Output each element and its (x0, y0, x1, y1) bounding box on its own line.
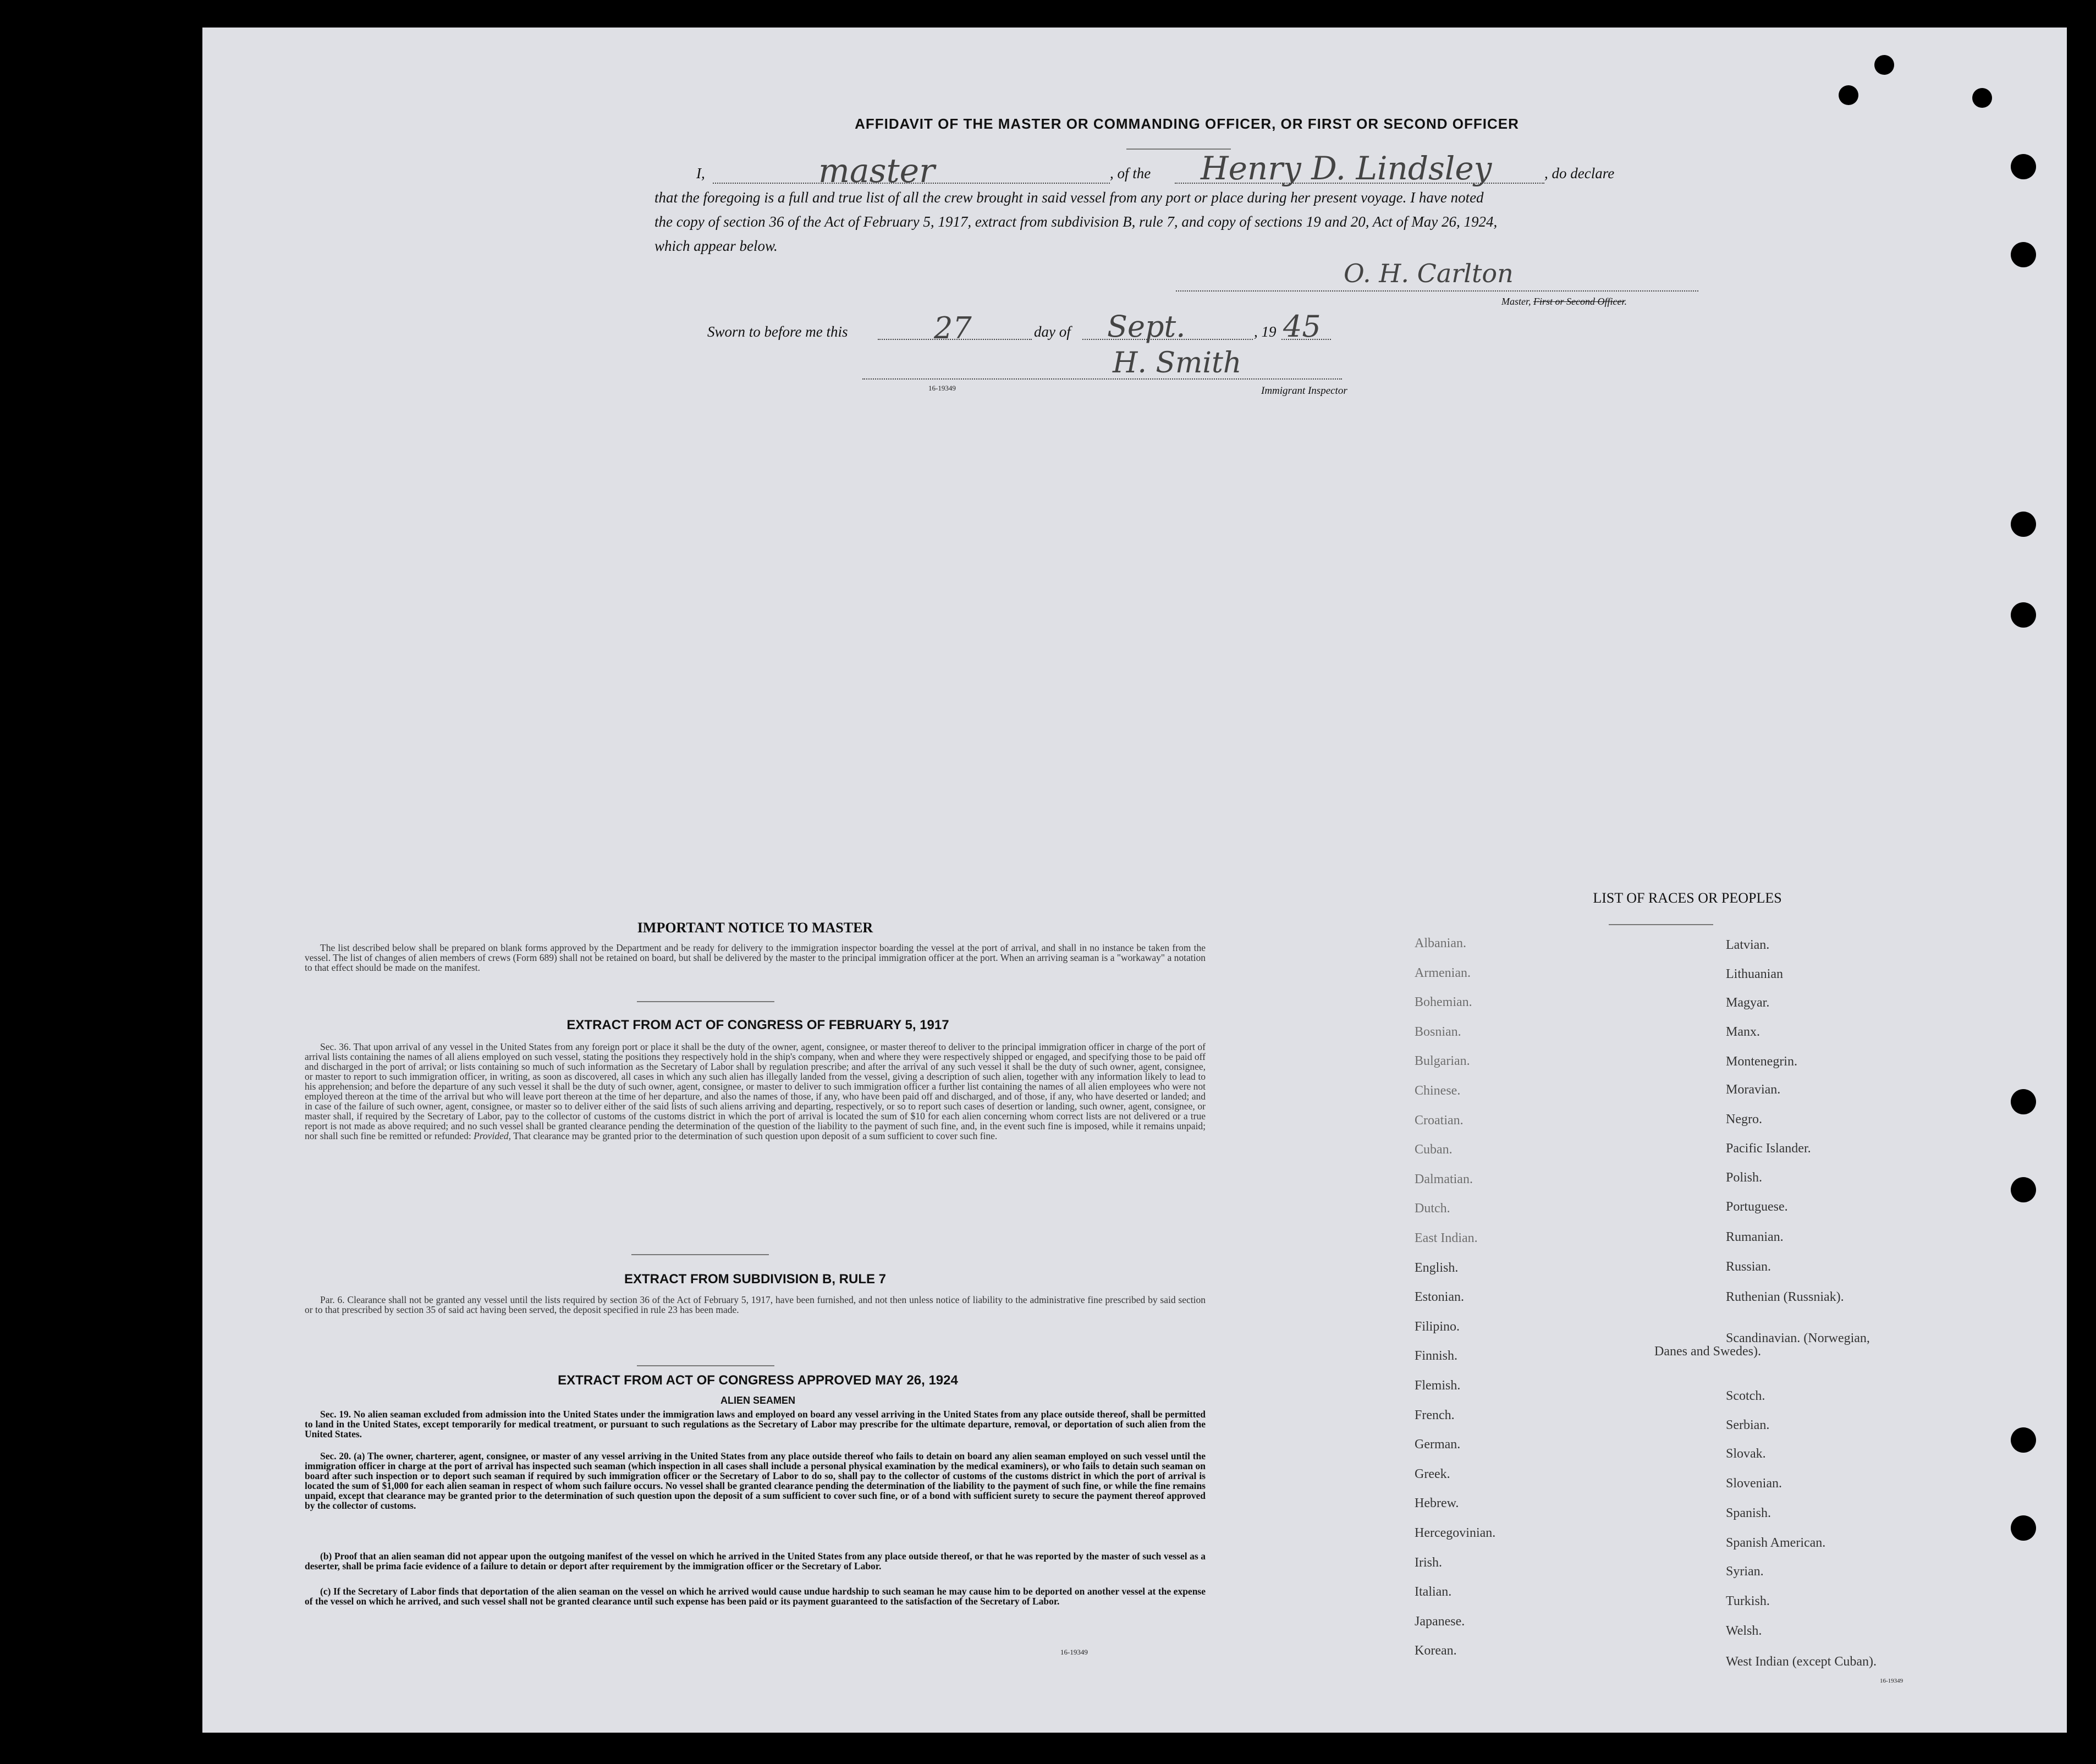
race-item: German. (1415, 1437, 1461, 1452)
i-label: I, (696, 165, 705, 182)
race-item: Greek. (1415, 1467, 1450, 1481)
signature-caption-struck: First or Second Officer (1533, 296, 1625, 307)
inspector-caption: Immigrant Inspector (1261, 385, 1347, 397)
signature-caption (1501, 296, 1627, 307)
race-item: Slovak. (1726, 1447, 1766, 1461)
affidavit-title: AFFIDAVIT OF THE MASTER OR COMMANDING OFFICER, OR FIRST OR SECOND OFFICER (855, 116, 1519, 132)
extract-1924-sec20a: Sec. 20. (a) The owner, charterer, agent, consignee, or master of any vessel arriving in the United States from any place outside thereof who fails to detain on board any alien seaman employed on such vessel until the immigration officer in charge at the port of arrival has inspected such seaman (which inspection in all cases shall include a personal physical examination by the medical examiners), or who fails to detain such seaman on board after such inspection or to deport such seaman if required by such immigration officer or the Secretary of Labor to do so, shall pay to the collector of customs of the customs district in which the port of arrival is located the sum of $1,000 for each alien seaman in respect of whom such failure occurs. No vessel shall be granted clearance pending the determination of the liability to the payment of such fine, or while the fine remains unpaid, except that clearance may be granted prior to the determination of such question upon the deposit of a sum sufficient to cover such fine, or of a bond with sufficient surety to secure the payment thereof approved by the collector of customs. (305, 1450, 1206, 1511)
punch-hole (2011, 512, 2036, 537)
notice-divider (637, 1001, 774, 1002)
punch-hole (2011, 1089, 2036, 1114)
inspector-signature-handwritten: H. Smith (1113, 347, 1242, 380)
punch-hole (2011, 602, 2036, 628)
punch-hole (2011, 242, 2036, 267)
race-item: Scandinavian. (Norwegian, (1726, 1331, 1870, 1345)
extract-1924-sec20b: (b) Proof that an alien seaman did not appear upon the outgoing manifest of the vessel on which he arrived in the United States from any place outside thereof, or that he was reported by the master of such vessel as a deserter, shall be prima facie evidence of a failure to detain or deport after requirement by the immigration officer or the Secretary of Labor. (305, 1551, 1206, 1571)
race-item: Russian. (1726, 1260, 1772, 1274)
document-page (202, 28, 2067, 1733)
race-item: Flemish. (1415, 1378, 1461, 1393)
race-item: Portuguese. (1726, 1200, 1788, 1214)
extract-1917-text-main: Sec. 36. That upon arrival of any vessel in the United States from any foreign port or place it shall be the duty of the owner, agent, consignee, or master thereof to deliver to the principal immigration officer in charge of the port of arrival lists containing the names of all aliens employed on such vessel, stating the positions they respectively hold in the ship's company, when and where they were respectively shipped or engaged, and specifying those to be paid off and discharged in the port of arrival; or lists containing so much of such information as the Secretary of Labor shall by regulation prescribe; and after the arrival of any such vessel it shall be the duty of such owner, agent, consignee, or master to report to such immigration officer, in writing, as soon as discovered, all cases in which any such alien has illegally landed from the vessel, giving a description of such alien, together with any information likely to lead to his apprehension; and before the departure of any such vessel it shall be the duty of such owner, agent, consignee, or master to deliver to such immigration officer a further list containing the names of all alien employees who were not employed thereon at the time of the arrival but who will leave port thereon at the time of her departure, and also the names of those, if any, who have been paid off and discharged, and of those, if any, who have deserted or landed; and in case of the failure of such owner, agent, consignee, or master so to deliver either of the said lists of such aliens arriving and departing, respectively, or so to report such cases of desertion or landing, such owner, agent, consignee, or master shall, if required by the Secretary of Labor, pay to the collector of customs of the customs district in which the port of arrival is located the sum of $10 for each alien concerning whom correct lists are not delivered or a true report is not made as above required; and no such vessel shall be granted clearance pending the determination of the question of the liability to the payment of such fine, and, in the event such fine is imposed, while it remains unpaid; nor shall such fine be remitted or refunded: (305, 1041, 1206, 1141)
race-item: East Indian. (1415, 1231, 1478, 1245)
races-title: LIST OF RACES OR PEOPLES (1593, 890, 1782, 906)
year-handwritten: 45 (1283, 309, 1321, 344)
affidavit-form-number: 16-19349 (928, 384, 956, 392)
race-item: French. (1415, 1408, 1455, 1422)
race-item: Moravian. (1726, 1082, 1781, 1097)
race-item: Welsh. (1726, 1624, 1762, 1638)
extract-1917-divider (631, 1254, 769, 1255)
race-item: Hebrew. (1415, 1496, 1459, 1510)
race-item: Slovenian. (1726, 1476, 1782, 1491)
master-signature-handwritten: O. H. Carlton (1344, 259, 1514, 288)
races-form-number: 16-19349 (1880, 1678, 1904, 1684)
race-item: Bulgarian. (1415, 1054, 1470, 1068)
notice-text: The list described below shall be prepared on blank forms approved by the Department and be ready for delivery to the immigration inspector boarding the vessel at the port of arrival, and shall in no instance be taken from the vessel. The list of changes of alien members of crews (Form 689) shall not be retained on board, but shall be delivered by the master to the principal immigration officer at the port. When an arriving seaman is a "workaway" a notation to that effect should be made on the manifest. (305, 942, 1206, 973)
race-item: Syrian. (1726, 1564, 1764, 1579)
race-item: Serbian. (1726, 1418, 1770, 1432)
punch-hole (2011, 1177, 2036, 1202)
race-item: Finnish. (1415, 1349, 1458, 1363)
month-handwritten: Sept. (1107, 309, 1186, 344)
of-the-label: , of the (1110, 165, 1151, 182)
race-item: Dalmatian. (1415, 1172, 1473, 1186)
race-item: West Indian (except Cuban). (1726, 1655, 1877, 1669)
punch-hole (2011, 1515, 2036, 1541)
race-item: Armenian. (1415, 966, 1471, 980)
extract-1917-proviso: Provided, (474, 1130, 511, 1141)
race-item: Dutch. (1415, 1201, 1450, 1216)
race-item: Lithuanian (1726, 967, 1783, 981)
race-item: Croatian. (1415, 1113, 1464, 1128)
affidavit-body-line-1: that the foregoing is a full and true list of all the crew brought in said vessel from any port or place during her present voyage. I have noted (654, 189, 1484, 206)
extract-1924-sec19: Sec. 19. No alien seaman excluded from admission into the United States under the immigration laws and employed on board any vessel arriving in the United States from any place outside thereof, shall be permitted to land in the United States, except temporarily for medical treatment, or pursuant to such regulations as the Secretary of Labor may prescribe for the ultimate departure, removal, or deportation of such alien from the United States. (305, 1409, 1206, 1439)
signature-caption-prefix: Master, (1501, 296, 1531, 307)
race-item: Cuban. (1415, 1142, 1453, 1157)
signature-line (1176, 290, 1698, 292)
vessel-name-handwritten: Henry D. Lindsley (1201, 150, 1492, 187)
extract-1924-sec20c: (c) If the Secretary of Labor finds that deportation of the alien seaman on the vessel on which he arrived would cause undue hardship to such seaman he may cause him to be deported on another vessel at the expense of the vessel on which he arrived, and such vessel shall not be granted clearance until such expense has been paid or its payment guaranteed to the satisfaction of the Secretary of Labor. (305, 1586, 1206, 1607)
race-item: Italian. (1415, 1585, 1452, 1599)
race-item: Montenegrin. (1726, 1054, 1797, 1069)
race-item: Hercegovinian. (1415, 1526, 1496, 1540)
race-item: Spanish. (1726, 1506, 1772, 1520)
race-item: Magyar. (1726, 996, 1770, 1010)
race-item: Rumanian. (1726, 1230, 1784, 1244)
extract-1917-title: EXTRACT FROM ACT OF CONGRESS OF FEBRUARY 5, 1917 (566, 1018, 949, 1032)
race-item: Chinese. (1415, 1084, 1461, 1098)
extract-1924-subtitle: ALIEN SEAMEN (720, 1395, 795, 1406)
punch-hole (1874, 55, 1894, 75)
punch-hole (2011, 1427, 2036, 1453)
race-item: Korean. (1415, 1644, 1457, 1658)
notice-title: IMPORTANT NOTICE TO MASTER (637, 920, 873, 936)
race-item: Manx. (1726, 1025, 1760, 1039)
extract-1917-text (305, 1042, 1206, 1141)
race-item: Ruthenian (Russniak). (1726, 1290, 1844, 1304)
race-item: Bosnian. (1415, 1025, 1461, 1039)
year-prefix: , 19 (1254, 323, 1277, 340)
race-item: Filipino. (1415, 1320, 1460, 1334)
officer-title-handwritten: master (818, 152, 935, 190)
race-item: Bohemian. (1415, 995, 1472, 1009)
punch-hole (2011, 154, 2036, 179)
affidavit-body-line-2: the copy of section 36 of the Act of February 5, 1917, extract from subdivision B, rule 7, and copy of sections 19 and 20, Act of May 26, 1924, (654, 213, 1498, 230)
inspector-signature-line (862, 378, 1342, 380)
race-item: Pacific Islander. (1726, 1141, 1811, 1156)
extract-1917-text-end: That clearance may be granted prior to the determination of such question upon deposit of a sum sufficient to cover such fine. (513, 1130, 998, 1141)
race-item: Japanese. (1415, 1614, 1465, 1629)
race-item: Estonian. (1415, 1290, 1464, 1304)
race-item: Latvian. (1726, 938, 1770, 952)
signature-caption-suffix: . (1624, 296, 1627, 307)
race-item: Turkish. (1726, 1594, 1770, 1608)
race-item: Albanian. (1415, 936, 1466, 950)
sworn-label: Sworn to before me this (707, 323, 848, 340)
race-item: Scotch. (1726, 1389, 1765, 1403)
race-scandinavian-line2: Danes and Swedes). (1654, 1344, 1761, 1359)
punch-hole (1972, 88, 1992, 108)
affidavit-body-line-3: which appear below. (654, 238, 778, 254)
punch-hole (1839, 85, 1858, 105)
day-handwritten: 27 (934, 311, 972, 345)
subdivision-text: Par. 6. Clearance shall not be granted any vessel until the lists required by section 36 of the Act of February 5, 1917, have been furnished, and not then unless notice of liability to the administrative fine prescribed by said section or to that prescribed by section 35 of said act having been served, the deposit specified in rule 23 has been made. (305, 1294, 1206, 1315)
races-divider (1609, 924, 1713, 925)
race-item: English. (1415, 1261, 1459, 1275)
extract-1924-title: EXTRACT FROM ACT OF CONGRESS APPROVED MAY 26, 1924 (558, 1373, 958, 1388)
extract-1924-form-number: 16-19349 (1060, 1648, 1088, 1656)
do-declare-label: , do declare (1544, 165, 1615, 182)
race-item: Negro. (1726, 1112, 1762, 1126)
race-item: Polish. (1726, 1170, 1763, 1185)
race-item: Spanish American. (1726, 1536, 1826, 1550)
day-of-label: day of (1034, 323, 1071, 340)
subdivision-title: EXTRACT FROM SUBDIVISION B, RULE 7 (624, 1272, 887, 1287)
race-item: Irish. (1415, 1556, 1442, 1570)
